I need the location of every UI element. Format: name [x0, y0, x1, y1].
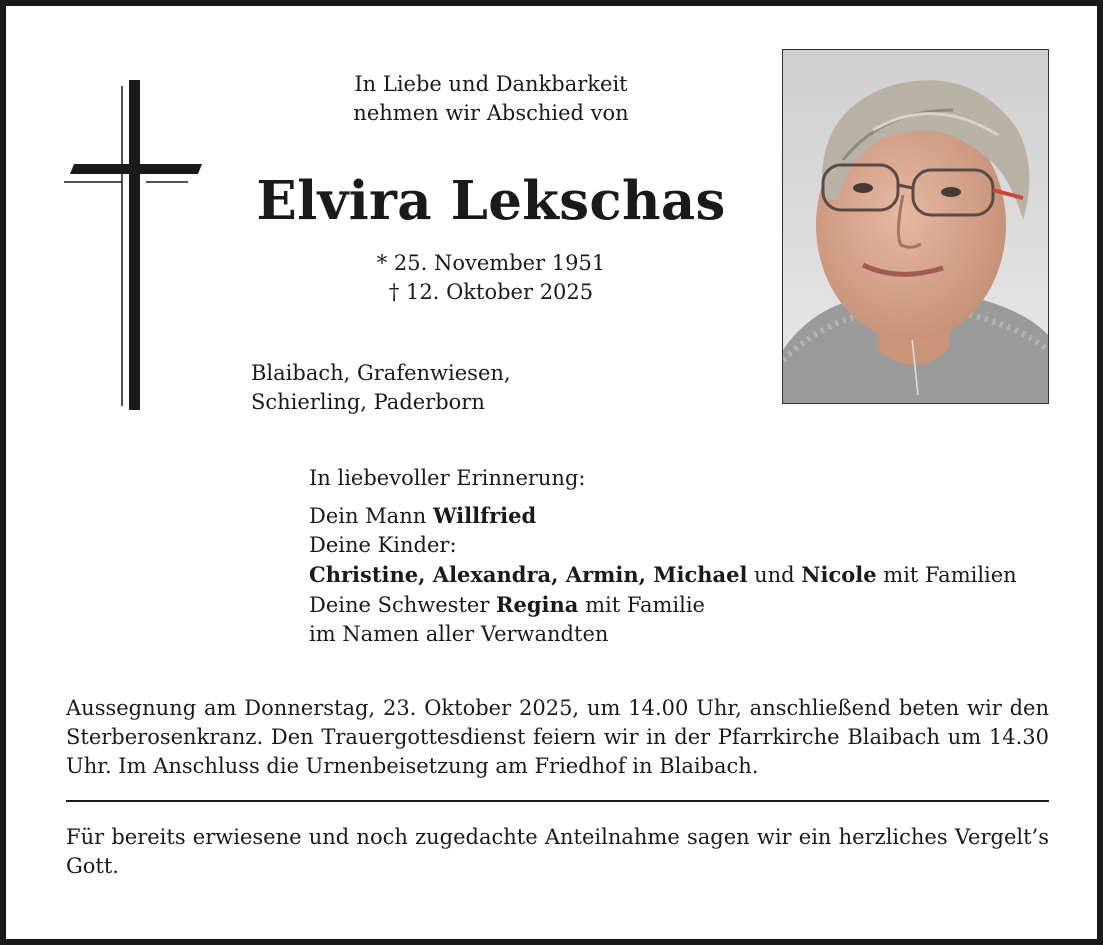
- life-dates: [256, 249, 726, 307]
- spacer: [309, 493, 1069, 501]
- children-line: [309, 560, 1069, 590]
- deceased-name: Elvira Lekschas: [256, 170, 726, 232]
- children-and: und: [747, 563, 802, 587]
- death-date: † 12. Oktober 2025: [388, 280, 594, 304]
- husband-prefix: Dein Mann: [309, 504, 433, 528]
- cross-icon: [60, 76, 205, 416]
- children-label: Deine Kinder:: [309, 533, 457, 557]
- children-suffix: mit Familien: [876, 563, 1017, 587]
- intro-line-1: In Liebe und Dankbarkeit: [354, 72, 628, 96]
- places-line-1: Blaibach, Grafenwiesen,: [251, 361, 511, 385]
- portrait-illustration: [783, 50, 1048, 403]
- divider: [66, 800, 1049, 802]
- sister-suffix: mit Familie: [578, 593, 705, 617]
- husband-line: [309, 501, 1069, 531]
- thanks-text: Für bereits erwiesene und noch zugedachte Anteilnahme sagen wir ein herzliches Vergelt’s Gott.: [66, 825, 1049, 878]
- sister-name: Regina: [496, 592, 579, 617]
- places-line-2: Schierling, Paderborn: [251, 390, 485, 414]
- children-last: Nicole: [801, 562, 877, 587]
- intro-line-2: nehmen wir Abschied von: [353, 101, 629, 125]
- husband-name: Willfried: [432, 503, 537, 528]
- portrait-photo: [782, 49, 1049, 404]
- children-names: Christine, Alexandra, Armin, Michael: [309, 562, 748, 587]
- birth-date: * 25. November 1951: [376, 251, 606, 275]
- mourners-heading: In liebevoller Erinnerung:: [309, 466, 586, 490]
- service-info: Aussegnung am Donnerstag, 23. Oktober 2025, um 14.00 Uhr, anschließend beten wir den Sterberosenkranz. Den Trauergottesdienst feiern wir in der Pfarrkirche Blaibach um 14.30 Uhr. Im Anschluss die Urnenbeisetzung am Friedhof in Blaibach.: [66, 696, 1049, 778]
- sister-line: [309, 590, 1069, 620]
- mourners-list: [309, 464, 1069, 649]
- places: [251, 359, 511, 417]
- sister-prefix: Deine Schwester: [309, 593, 497, 617]
- intro-text: [256, 70, 726, 128]
- relatives-line: im Namen aller Verwandten: [309, 622, 609, 646]
